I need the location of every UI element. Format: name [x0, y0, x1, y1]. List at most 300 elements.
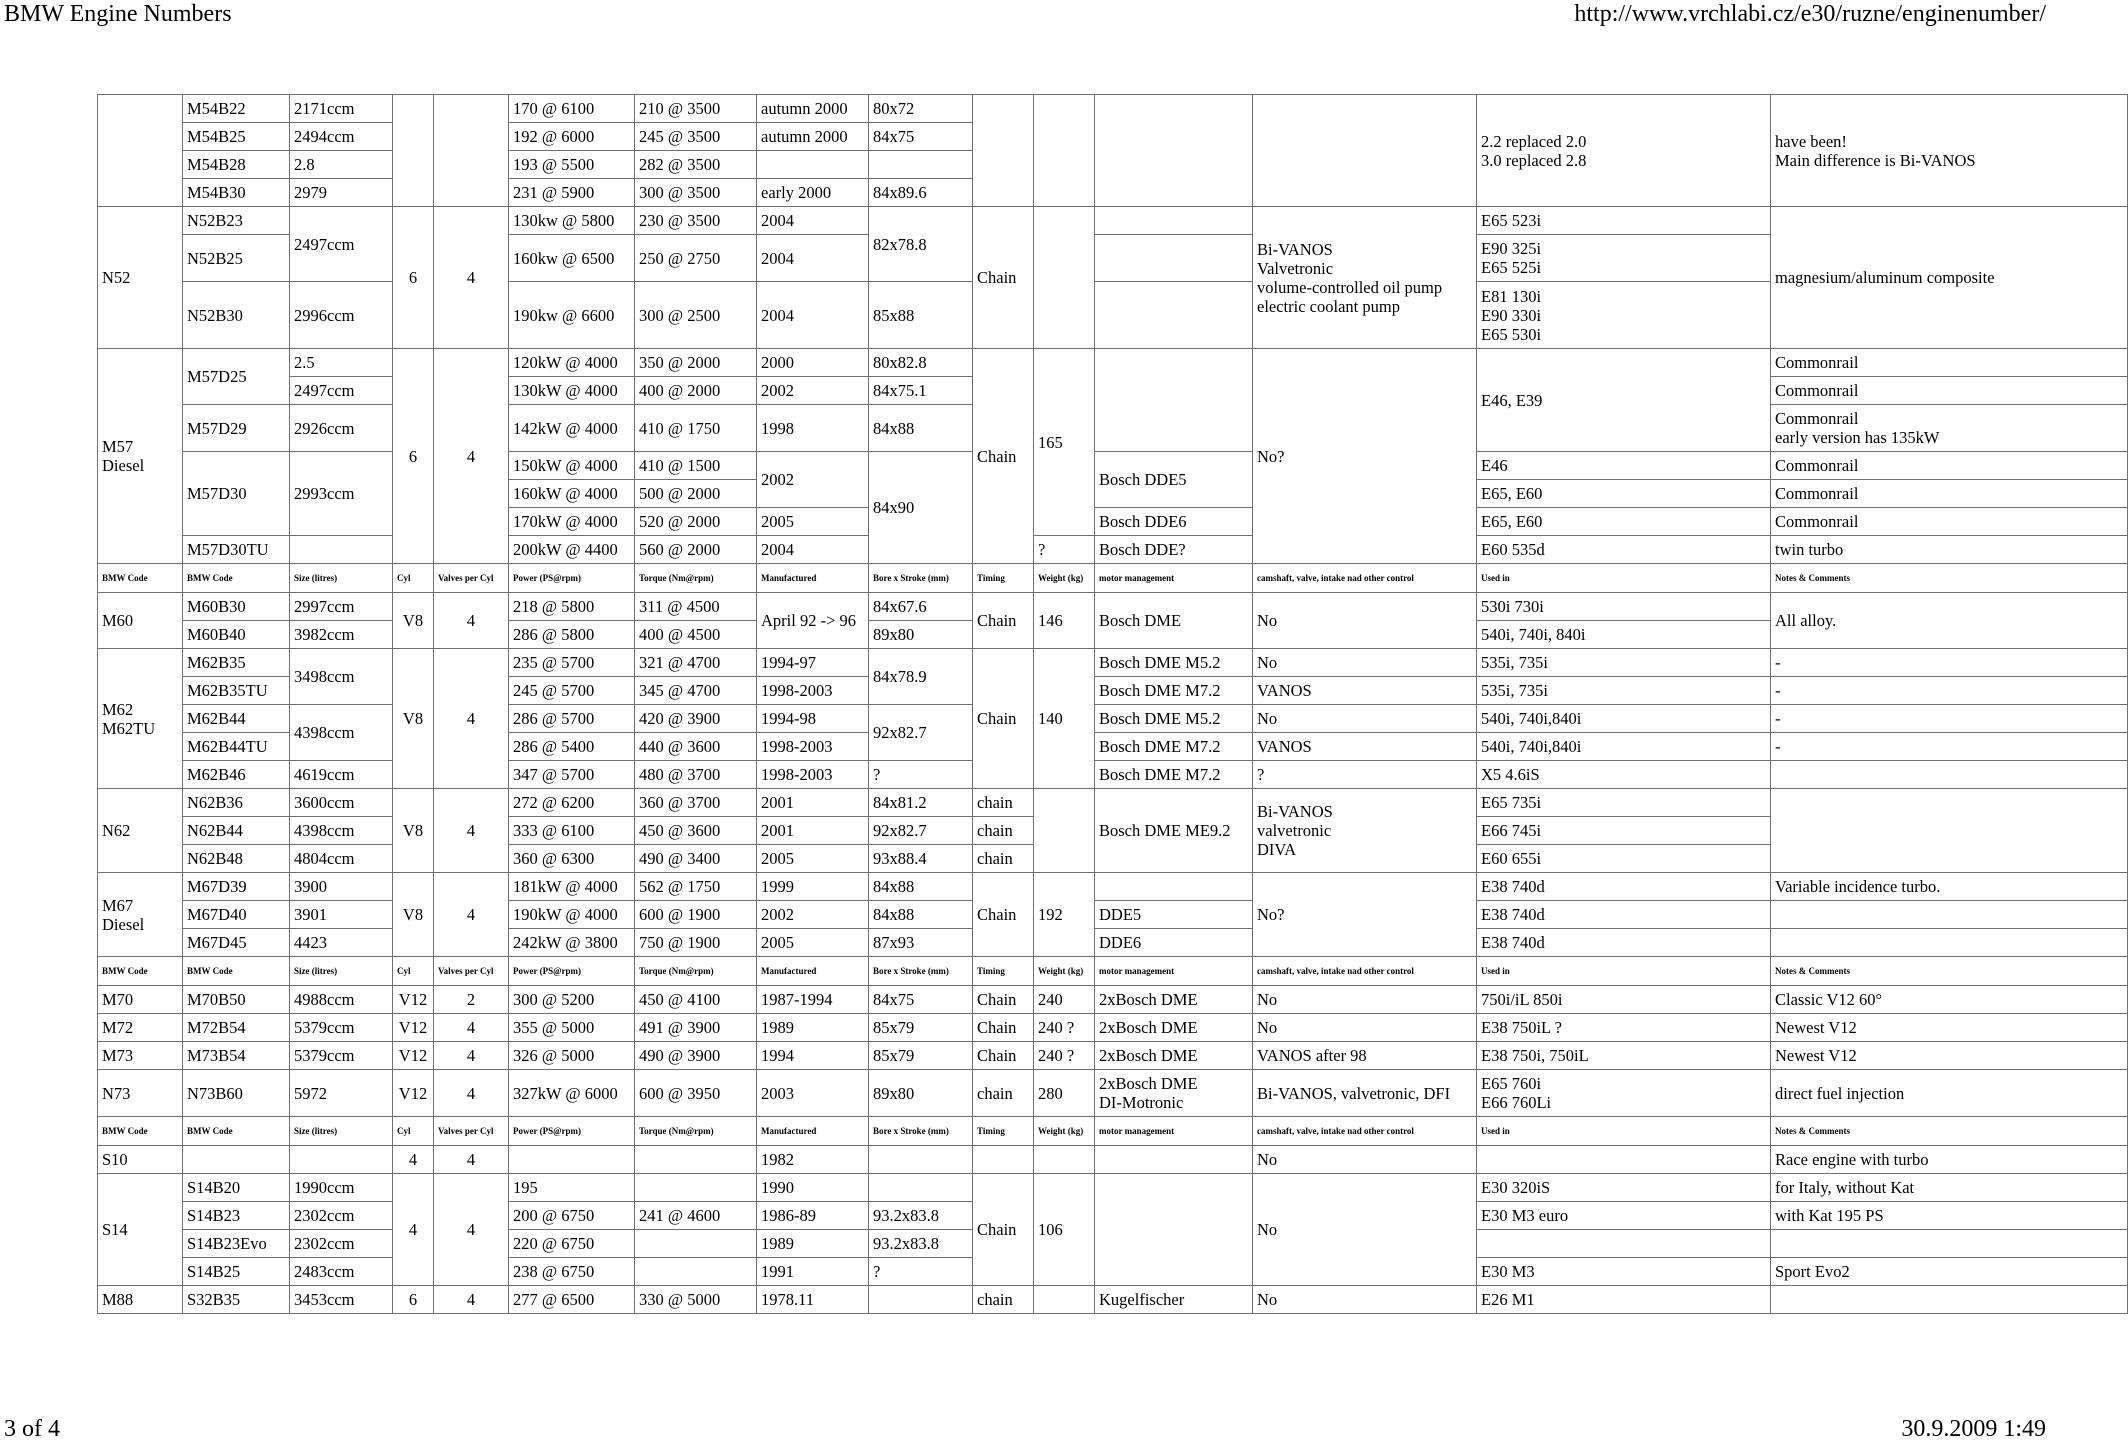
code-cell: M60B40: [183, 621, 290, 649]
power-cell: 286 @ 5800: [509, 621, 635, 649]
power-cell: 130kW @ 4000: [509, 377, 635, 405]
power-cell: 200kW @ 4400: [509, 536, 635, 564]
used-in-line: E65 760i: [1481, 1074, 1542, 1093]
column-header: BMW Code: [98, 957, 183, 986]
column-header: Notes & Comments: [1771, 564, 2128, 593]
power-cell: 327kW @ 6000: [509, 1070, 635, 1117]
column-header: Cyl: [393, 1117, 434, 1146]
bore-stroke-cell: 85x88: [869, 282, 973, 349]
weight-cell: [1034, 789, 1095, 873]
timing-cell: chain: [973, 1286, 1034, 1314]
used-in-line: E81 130i: [1481, 286, 1542, 306]
power-cell: 220 @ 6750: [509, 1230, 635, 1258]
torque-cell: 210 @ 3500: [635, 95, 757, 123]
family-cell: M60: [98, 593, 183, 649]
code-cell: S32B35: [183, 1286, 290, 1314]
column-header: motor management: [1095, 564, 1253, 593]
manufactured-cell: 1994: [757, 1042, 869, 1070]
weight-cell: [1034, 95, 1095, 207]
notes-cell: -: [1771, 677, 2128, 705]
cyl-cell: V8: [393, 593, 434, 649]
column-header: Used in: [1477, 564, 1771, 593]
weight-cell: [1034, 207, 1095, 349]
bore-stroke-cell: 84x81.2: [869, 789, 973, 817]
torque-cell: 321 @ 4700: [635, 649, 757, 677]
size-cell: 4804ccm: [290, 845, 393, 873]
torque-cell: 560 @ 2000: [635, 536, 757, 564]
weight-cell: [1034, 1286, 1095, 1314]
mgmt-cell: Bosch DME M5.2: [1095, 649, 1253, 677]
size-cell: [290, 536, 393, 564]
power-cell: 277 @ 6500: [509, 1286, 635, 1314]
used-in-line: E65 525i: [1481, 258, 1542, 277]
column-header: Torque (Nm@rpm): [635, 564, 757, 593]
size-cell: 4988ccm: [290, 986, 393, 1014]
used-in-cell: E38 750iL ?: [1477, 1014, 1771, 1042]
control-cell: [1253, 207, 1477, 349]
torque-cell: 562 @ 1750: [635, 873, 757, 901]
notes-cell: [1771, 929, 2128, 957]
size-cell: 3600ccm: [290, 789, 393, 817]
column-header: Size (litres): [290, 564, 393, 593]
mgmt-cell: Kugelfischer: [1095, 1286, 1253, 1314]
table-row: [98, 873, 2128, 901]
bore-stroke-cell: 80x72: [869, 95, 973, 123]
bore-stroke-cell: ?: [869, 761, 973, 789]
size-cell: 5379ccm: [290, 1042, 393, 1070]
bore-stroke-cell: [869, 1286, 973, 1314]
family-cell: M88: [98, 1286, 183, 1314]
valves-cell: 4: [434, 207, 509, 349]
manufactured-cell: 2004: [757, 207, 869, 235]
bore-stroke-cell: 84x67.6: [869, 593, 973, 621]
column-header: Size (litres): [290, 1117, 393, 1146]
used-in-line: E90 325i: [1481, 239, 1542, 258]
notes-cell: Commonrail: [1771, 480, 2128, 508]
power-cell: 170kW @ 4000: [509, 508, 635, 536]
used-in-cell: [1477, 95, 1771, 207]
torque-cell: 330 @ 5000: [635, 1286, 757, 1314]
code-cell: N52B30: [183, 282, 290, 349]
cyl-cell: V12: [393, 1042, 434, 1070]
column-header: Weight (kg): [1034, 564, 1095, 593]
mgmt-cell: [1095, 1174, 1253, 1286]
valves-cell: 4: [434, 1174, 509, 1286]
bore-stroke-cell: 84x88: [869, 405, 973, 452]
notes-cell: Newest V12: [1771, 1042, 2128, 1070]
column-header: Cyl: [393, 957, 434, 986]
code-cell: S14B23Evo: [183, 1230, 290, 1258]
bore-stroke-cell: 84x75: [869, 986, 973, 1014]
table-row: [98, 789, 2128, 817]
size-cell: 2.8: [290, 151, 393, 179]
torque-cell: 440 @ 3600: [635, 733, 757, 761]
notes-line: early version has 135kW: [1775, 428, 1940, 447]
mgmt-cell: Bosch DME M5.2: [1095, 705, 1253, 733]
used-in-cell: X5 4.6iS: [1477, 761, 1771, 789]
code-cell: M60B30: [183, 593, 290, 621]
family-cell: [98, 649, 183, 789]
power-cell: 238 @ 6750: [509, 1258, 635, 1286]
mgmt-cell: [1095, 207, 1253, 235]
valves-cell: 4: [434, 1286, 509, 1314]
code-cell: M54B28: [183, 151, 290, 179]
manufactured-cell: autumn 2000: [757, 95, 869, 123]
bore-stroke-cell: 84x88: [869, 901, 973, 929]
column-header: Power (PS@rpm): [509, 564, 635, 593]
column-header: motor management: [1095, 957, 1253, 986]
manufactured-cell: 1990: [757, 1174, 869, 1202]
mgmt-cell: [1095, 282, 1253, 349]
timing-cell: [973, 1146, 1034, 1174]
notes-cell: Race engine with turbo: [1771, 1146, 2128, 1174]
size-cell: 3982ccm: [290, 621, 393, 649]
table-row: [98, 207, 2128, 235]
column-header: BMW Code: [183, 957, 290, 986]
notes-cell: -: [1771, 649, 2128, 677]
torque-cell: 311 @ 4500: [635, 593, 757, 621]
mgmt-cell: [1095, 235, 1253, 282]
power-cell: 181kW @ 4000: [509, 873, 635, 901]
size-cell: 2494ccm: [290, 123, 393, 151]
timing-cell: Chain: [973, 1174, 1034, 1286]
code-cell: M62B46: [183, 761, 290, 789]
size-cell: 2997ccm: [290, 593, 393, 621]
size-cell: 2.5: [290, 349, 393, 377]
manufactured-cell: 2002: [757, 901, 869, 929]
cyl-cell: V8: [393, 873, 434, 957]
page-number: 3 of 4: [4, 1416, 60, 1442]
cyl-cell: V8: [393, 649, 434, 789]
power-cell: 272 @ 6200: [509, 789, 635, 817]
column-header: Weight (kg): [1034, 1117, 1095, 1146]
bore-stroke-cell: 84x75: [869, 123, 973, 151]
used-in-cell: [1477, 1070, 1771, 1117]
size-cell: 2483ccm: [290, 1258, 393, 1286]
code-cell: M67D40: [183, 901, 290, 929]
notes-cell: Commonrail: [1771, 377, 2128, 405]
manufactured-cell: 1999: [757, 873, 869, 901]
bore-stroke-cell: 89x80: [869, 621, 973, 649]
valves-cell: 4: [434, 1042, 509, 1070]
size-cell: 2979: [290, 179, 393, 207]
power-cell: 150kW @ 4000: [509, 452, 635, 480]
code-cell: S14B23: [183, 1202, 290, 1230]
valves-cell: 4: [434, 1014, 509, 1042]
column-header: Timing: [973, 957, 1034, 986]
notes-cell: Newest V12: [1771, 1014, 2128, 1042]
bore-stroke-cell: 84x89.6: [869, 179, 973, 207]
manufactured-cell: 2004: [757, 536, 869, 564]
power-cell: 193 @ 5500: [509, 151, 635, 179]
code-cell: M62B44TU: [183, 733, 290, 761]
code-cell: M54B22: [183, 95, 290, 123]
notes-cell: All alloy.: [1771, 593, 2128, 649]
table-row: [98, 95, 2128, 123]
column-header: motor management: [1095, 1117, 1253, 1146]
valves-cell: 4: [434, 1070, 509, 1117]
column-header: BMW Code: [183, 564, 290, 593]
column-header: Torque (Nm@rpm): [635, 1117, 757, 1146]
code-cell: M70B50: [183, 986, 290, 1014]
column-header: Weight (kg): [1034, 957, 1095, 986]
page-title: BMW Engine Numbers: [4, 1, 232, 27]
used-in-line: E65 530i: [1481, 324, 1542, 344]
power-cell: 235 @ 5700: [509, 649, 635, 677]
code-cell: N52B25: [183, 235, 290, 282]
size-cell: 2302ccm: [290, 1202, 393, 1230]
used-in-cell: E30 M3: [1477, 1258, 1771, 1286]
used-in-cell: E38 740d: [1477, 873, 1771, 901]
size-cell: 5972: [290, 1070, 393, 1117]
control-cell: VANOS after 98: [1253, 1042, 1477, 1070]
code-cell: S14B25: [183, 1258, 290, 1286]
mgmt-cell: Bosch DME ME9.2: [1095, 789, 1253, 873]
power-cell: 160kw @ 6500: [509, 235, 635, 282]
used-in-cell: E30 320iS: [1477, 1174, 1771, 1202]
control-cell: No?: [1253, 349, 1477, 564]
valves-cell: 2: [434, 986, 509, 1014]
column-header: Notes & Comments: [1771, 1117, 2128, 1146]
power-cell: 245 @ 5700: [509, 677, 635, 705]
power-cell: 326 @ 5000: [509, 1042, 635, 1070]
used-in-cell: 540i, 740i,840i: [1477, 705, 1771, 733]
torque-cell: 360 @ 3700: [635, 789, 757, 817]
family-line: Diesel: [102, 456, 145, 475]
valves-cell: [434, 95, 509, 207]
table-row: [98, 1014, 2128, 1042]
used-in-cell: E38 750i, 750iL: [1477, 1042, 1771, 1070]
used-in-cell: E38 740d: [1477, 901, 1771, 929]
cyl-cell: V8: [393, 789, 434, 873]
family-line: M67: [102, 895, 134, 915]
timing-cell: Chain: [973, 649, 1034, 789]
notes-cell: Commonrail: [1771, 349, 2128, 377]
valves-cell: 4: [434, 873, 509, 957]
power-cell: 355 @ 5000: [509, 1014, 635, 1042]
family-cell: N52: [98, 207, 183, 349]
notes-cell: [1771, 789, 2128, 873]
mgmt-cell: [1095, 1146, 1253, 1174]
bore-stroke-cell: 80x82.8: [869, 349, 973, 377]
family-cell: [98, 349, 183, 564]
code-cell: M67D45: [183, 929, 290, 957]
size-cell: 3900: [290, 873, 393, 901]
notes-cell: with Kat 195 PS: [1771, 1202, 2128, 1230]
column-header: BMW Code: [98, 564, 183, 593]
control-cell: No: [1253, 1174, 1477, 1286]
column-header: Valves per Cyl: [434, 564, 509, 593]
torque-cell: [635, 1174, 757, 1202]
code-cell: M67D39: [183, 873, 290, 901]
code-cell: M62B44: [183, 705, 290, 733]
size-cell: 1990ccm: [290, 1174, 393, 1202]
cyl-cell: 6: [393, 207, 434, 349]
code-cell: M54B25: [183, 123, 290, 151]
torque-cell: 400 @ 2000: [635, 377, 757, 405]
cyl-cell: V12: [393, 986, 434, 1014]
torque-cell: 750 @ 1900: [635, 929, 757, 957]
manufactured-cell: 2002: [757, 377, 869, 405]
notes-cell: direct fuel injection: [1771, 1070, 2128, 1117]
cyl-cell: 4: [393, 1174, 434, 1286]
control-cell: No: [1253, 986, 1477, 1014]
column-header: camshaft, valve, intake nad other control: [1253, 957, 1477, 986]
timing-cell: chain: [973, 789, 1034, 817]
mgmt-cell: Bosch DDE?: [1095, 536, 1253, 564]
power-cell: 242kW @ 3800: [509, 929, 635, 957]
cyl-cell: 4: [393, 1146, 434, 1174]
column-header: Bore x Stroke (mm): [869, 564, 973, 593]
table-row: [98, 1042, 2128, 1070]
mgmt-line: DI-Motronic: [1099, 1093, 1184, 1112]
used-in-cell: E65 735i: [1477, 789, 1771, 817]
manufactured-cell: 1991: [757, 1258, 869, 1286]
family-line: Diesel: [102, 914, 145, 934]
bore-stroke-cell: 85x79: [869, 1014, 973, 1042]
torque-cell: 410 @ 1750: [635, 405, 757, 452]
page-url[interactable]: http://www.vrchlabi.cz/e30/ruzne/enginenumber/: [1574, 1, 2046, 27]
column-header: Manufactured: [757, 564, 869, 593]
power-cell: 360 @ 6300: [509, 845, 635, 873]
used-in-cell: 535i, 735i: [1477, 677, 1771, 705]
control-line: valvetronic: [1257, 821, 1332, 840]
mgmt-cell: [1095, 1070, 1253, 1117]
table-row: [98, 1146, 2128, 1174]
code-cell: M72B54: [183, 1014, 290, 1042]
used-in-cell: E66 745i: [1477, 817, 1771, 845]
code-cell: S14B20: [183, 1174, 290, 1202]
code-cell: N73B60: [183, 1070, 290, 1117]
timing-cell: Chain: [973, 207, 1034, 349]
notes-cell: [1771, 901, 2128, 929]
valves-cell: 4: [434, 789, 509, 873]
code-cell: M57D25: [183, 349, 290, 405]
used-in-cell: E46, E39: [1477, 349, 1771, 452]
bore-stroke-cell: [869, 1174, 973, 1202]
torque-cell: [635, 1146, 757, 1174]
manufactured-cell: 2005: [757, 845, 869, 873]
timing-cell: Chain: [973, 349, 1034, 564]
bore-stroke-cell: 84x78.9: [869, 649, 973, 705]
weight-cell: 146: [1034, 593, 1095, 649]
torque-cell: 300 @ 3500: [635, 179, 757, 207]
torque-cell: 480 @ 3700: [635, 761, 757, 789]
timing-cell: Chain: [973, 986, 1034, 1014]
column-header: Bore x Stroke (mm): [869, 1117, 973, 1146]
weight-cell: ?: [1034, 536, 1095, 564]
cyl-cell: V12: [393, 1070, 434, 1117]
mgmt-cell: [1095, 349, 1253, 452]
family-cell: M70: [98, 986, 183, 1014]
weight-cell: [1034, 1146, 1095, 1174]
manufactured-cell: 1998-2003: [757, 733, 869, 761]
power-cell: 218 @ 5800: [509, 593, 635, 621]
power-cell: 192 @ 6000: [509, 123, 635, 151]
size-cell: 5379ccm: [290, 1014, 393, 1042]
code-cell: M62B35TU: [183, 677, 290, 705]
size-cell: 2993ccm: [290, 452, 393, 536]
weight-cell: 280: [1034, 1070, 1095, 1117]
control-cell: No: [1253, 1146, 1477, 1174]
bore-stroke-cell: 93.2x83.8: [869, 1230, 973, 1258]
manufactured-cell: 1994-97: [757, 649, 869, 677]
table-row: [98, 1070, 2128, 1117]
torque-cell: [635, 1230, 757, 1258]
notes-cell: Commonrail: [1771, 452, 2128, 480]
manufactured-cell: 2005: [757, 508, 869, 536]
timing-cell: chain: [973, 817, 1034, 845]
notes-cell: Sport Evo2: [1771, 1258, 2128, 1286]
used-in-cell: [1477, 235, 1771, 282]
power-cell: 200 @ 6750: [509, 1202, 635, 1230]
used-in-cell: 535i, 735i: [1477, 649, 1771, 677]
bore-stroke-cell: [869, 1146, 973, 1174]
manufactured-cell: 2001: [757, 817, 869, 845]
family-line: M57: [102, 437, 134, 456]
family-cell: [98, 873, 183, 957]
bore-stroke-cell: 93.2x83.8: [869, 1202, 973, 1230]
size-cell: 2497ccm: [290, 377, 393, 405]
manufactured-cell: 2001: [757, 789, 869, 817]
header-row: [98, 1117, 2128, 1146]
manufactured-cell: 1998-2003: [757, 677, 869, 705]
torque-cell: 600 @ 1900: [635, 901, 757, 929]
used-in-cell: E38 740d: [1477, 929, 1771, 957]
column-header: Power (PS@rpm): [509, 1117, 635, 1146]
control-line: Bi-VANOS: [1257, 239, 1333, 259]
cyl-cell: [393, 95, 434, 207]
used-in-cell: [1477, 282, 1771, 349]
bore-stroke-cell: ?: [869, 1258, 973, 1286]
code-cell: N62B48: [183, 845, 290, 873]
family-line: M62: [102, 699, 134, 719]
column-header: Notes & Comments: [1771, 957, 2128, 986]
control-line: DIVA: [1257, 840, 1297, 859]
power-cell: 142kW @ 4000: [509, 405, 635, 452]
table-row: [98, 649, 2128, 677]
column-header: camshaft, valve, intake nad other control: [1253, 564, 1477, 593]
used-in-cell: E30 M3 euro: [1477, 1202, 1771, 1230]
used-in-cell: E26 M1: [1477, 1286, 1771, 1314]
used-in-cell: 540i, 740i,840i: [1477, 733, 1771, 761]
cyl-cell: V12: [393, 1014, 434, 1042]
column-header: Bore x Stroke (mm): [869, 957, 973, 986]
torque-cell: 345 @ 4700: [635, 677, 757, 705]
mgmt-cell: 2xBosch DME: [1095, 1042, 1253, 1070]
used-in-line: E66 760Li: [1481, 1093, 1552, 1112]
mgmt-cell: DDE6: [1095, 929, 1253, 957]
power-cell: 300 @ 5200: [509, 986, 635, 1014]
mgmt-cell: 2xBosch DME: [1095, 986, 1253, 1014]
bore-stroke-cell: 89x80: [869, 1070, 973, 1117]
column-header: Manufactured: [757, 957, 869, 986]
control-cell: [1253, 95, 1477, 207]
power-cell: 286 @ 5700: [509, 705, 635, 733]
valves-cell: 4: [434, 1146, 509, 1174]
timing-cell: [973, 95, 1034, 207]
torque-cell: 410 @ 1500: [635, 452, 757, 480]
column-header: Manufactured: [757, 1117, 869, 1146]
bore-stroke-cell: [869, 151, 973, 179]
manufactured-cell: 1987-1994: [757, 986, 869, 1014]
control-cell: ?: [1253, 761, 1477, 789]
control-line: Valvetronic: [1257, 258, 1334, 278]
family-cell: N73: [98, 1070, 183, 1117]
manufactured-cell: 1986-89: [757, 1202, 869, 1230]
family-cell: S10: [98, 1146, 183, 1174]
used-in-cell: E65, E60: [1477, 508, 1771, 536]
